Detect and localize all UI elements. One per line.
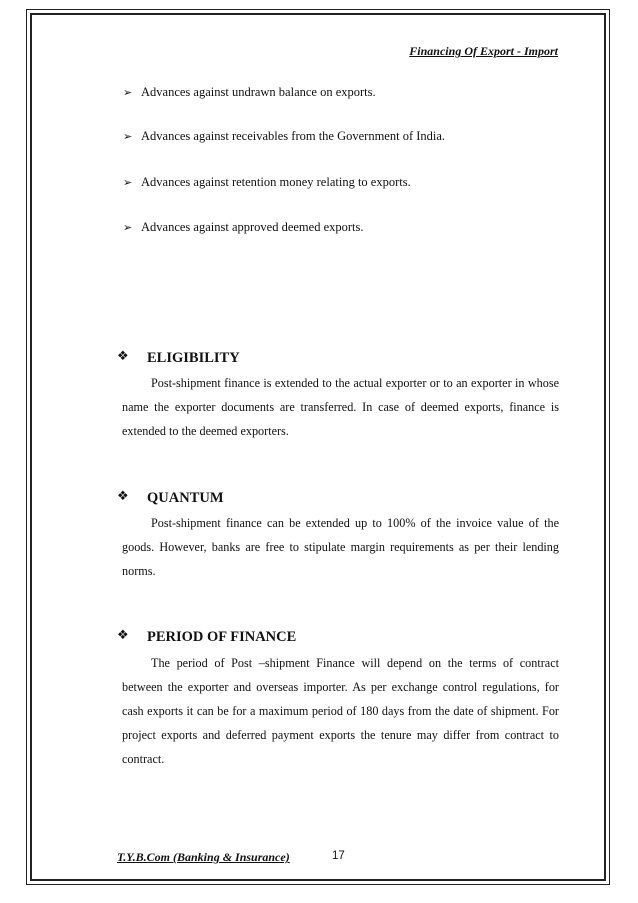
arrow-bullet-icon: ➢: [123, 176, 133, 189]
bullet-text: Advances against retention money relating to exports.: [141, 175, 411, 189]
footer-course-title: T.Y.B.Com (Banking & Insurance): [117, 850, 290, 864]
section-heading-text: QUANTUM: [147, 490, 224, 506]
arrow-bullet-icon: ➢: [123, 130, 133, 143]
running-header-title: Financing Of Export - Import: [409, 44, 558, 58]
section-paragraph-quantum: Post-shipment finance can be extended up to 100% of the invoice value of the goods. However, banks are free to stipulate margin requirements as per their lending norms.: [122, 516, 559, 578]
section-paragraph-period-of-finance: The period of Post –shipment Finance will depend on the terms of contract between the exporter and overseas importer. As per exchange control regulations, for cash exports it can be for a maximum period of 180 days from the date of shipment. For project exports and deferred payment exports the tenure may differ from contract to contract.: [122, 656, 559, 766]
section-heading-text: ELIGIBILITY: [147, 350, 240, 366]
page-number: 17: [332, 850, 345, 862]
arrow-bullet-icon: ➢: [123, 221, 133, 234]
section-paragraph-eligibility: Post-shipment finance is extended to the actual exporter or to an exporter in whose name the exporter documents are transferred. In case of deemed exports, finance is extended to the deemed exporters.: [122, 376, 559, 438]
bullet-item: [123, 85, 376, 100]
section-heading-text: PERIOD OF FINANCE: [147, 629, 297, 645]
bullet-item: [123, 175, 411, 190]
diamond-bullet-icon: ❖: [117, 349, 129, 364]
bullet-text: Advances against receivables from the Government of India.: [141, 129, 446, 143]
bullet-item: [123, 129, 445, 144]
bullet-text: Advances against undrawn balance on exports.: [141, 85, 376, 99]
bullet-text: Advances against approved deemed exports.: [141, 220, 364, 234]
diamond-bullet-icon: ❖: [117, 489, 129, 504]
diamond-bullet-icon: ❖: [117, 628, 129, 643]
bullet-item: [123, 220, 364, 235]
arrow-bullet-icon: ➢: [123, 86, 133, 99]
